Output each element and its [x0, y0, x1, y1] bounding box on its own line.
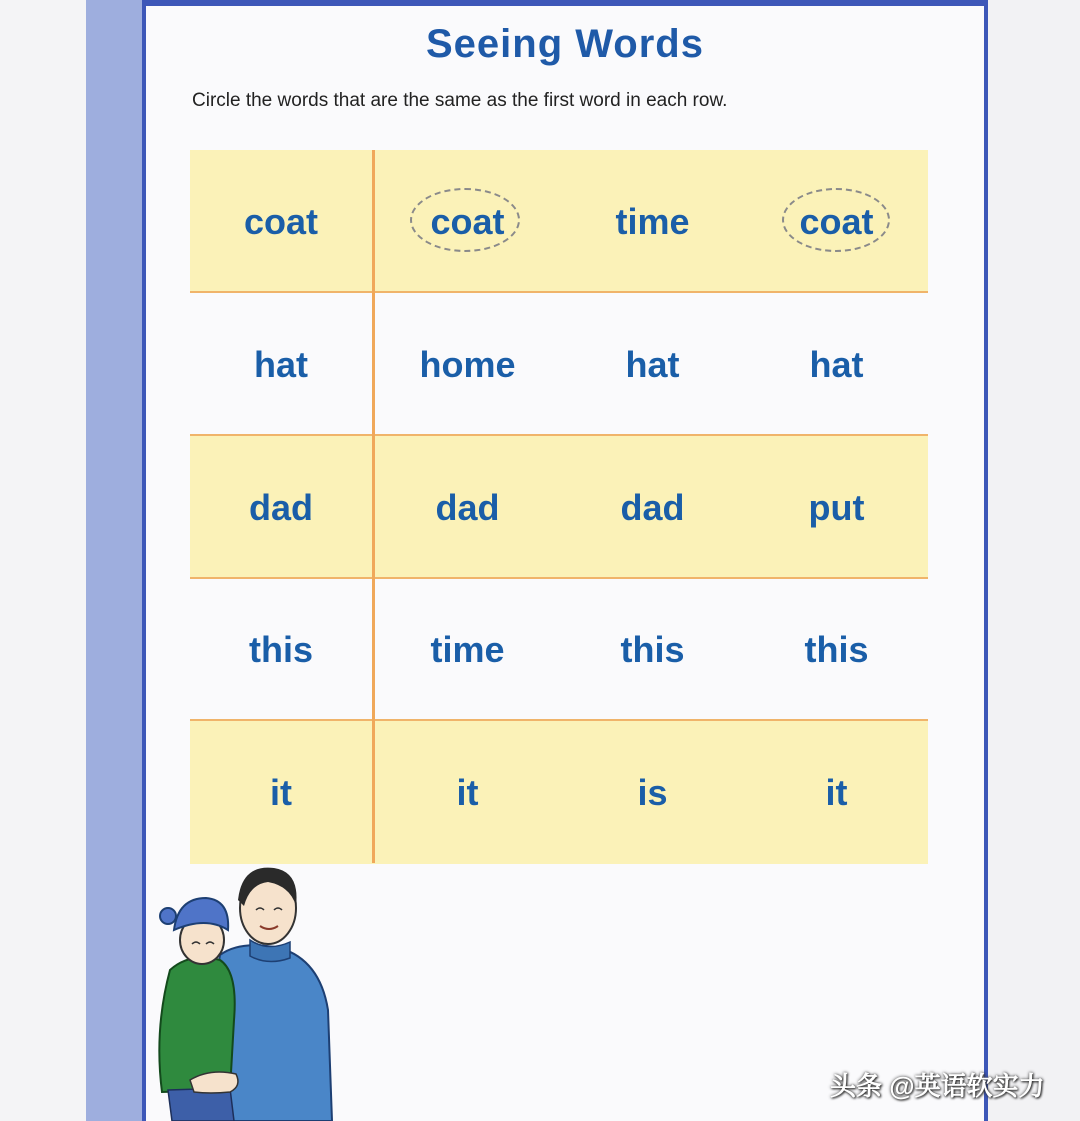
- right-margin: [988, 0, 1080, 1121]
- word-row-it: [190, 721, 928, 864]
- choice-word[interactable]: hat: [809, 343, 864, 385]
- choice-word[interactable]: coat: [799, 200, 874, 242]
- choice-word[interactable]: put: [808, 486, 865, 528]
- column-divider: [372, 150, 375, 863]
- choice-word[interactable]: time: [430, 628, 505, 670]
- book-spine: [86, 0, 142, 1121]
- choice-word[interactable]: dad: [435, 486, 500, 528]
- instructions-text: Circle the words that are the same as the first word in each row.: [192, 90, 728, 111]
- word-row-dad: [190, 436, 928, 579]
- choice-word[interactable]: it: [456, 771, 479, 813]
- target-word: this: [248, 628, 313, 670]
- choice-word[interactable]: time: [615, 200, 690, 242]
- choice-word[interactable]: this: [620, 628, 685, 670]
- choice-word[interactable]: coat: [430, 200, 505, 242]
- page-title: Seeing Words: [426, 22, 704, 66]
- choice-word[interactable]: dad: [620, 486, 685, 528]
- father-child-illustration: [150, 860, 340, 1121]
- target-word: it: [270, 771, 292, 813]
- left-margin: [0, 0, 86, 1121]
- word-row-this: [190, 578, 928, 721]
- target-word: hat: [254, 343, 308, 385]
- word-row-coat: [190, 150, 928, 293]
- word-grid: [190, 150, 928, 863]
- watermark-text: 头条 @英语软实力: [830, 1071, 1045, 1101]
- choice-word[interactable]: it: [825, 771, 848, 813]
- target-word: dad: [248, 486, 313, 528]
- choice-word[interactable]: this: [804, 628, 869, 670]
- choice-word[interactable]: hat: [625, 343, 680, 385]
- choice-word[interactable]: is: [637, 771, 668, 813]
- word-row-hat: [190, 293, 928, 436]
- choice-word[interactable]: home: [419, 343, 516, 385]
- target-word: coat: [243, 200, 319, 242]
